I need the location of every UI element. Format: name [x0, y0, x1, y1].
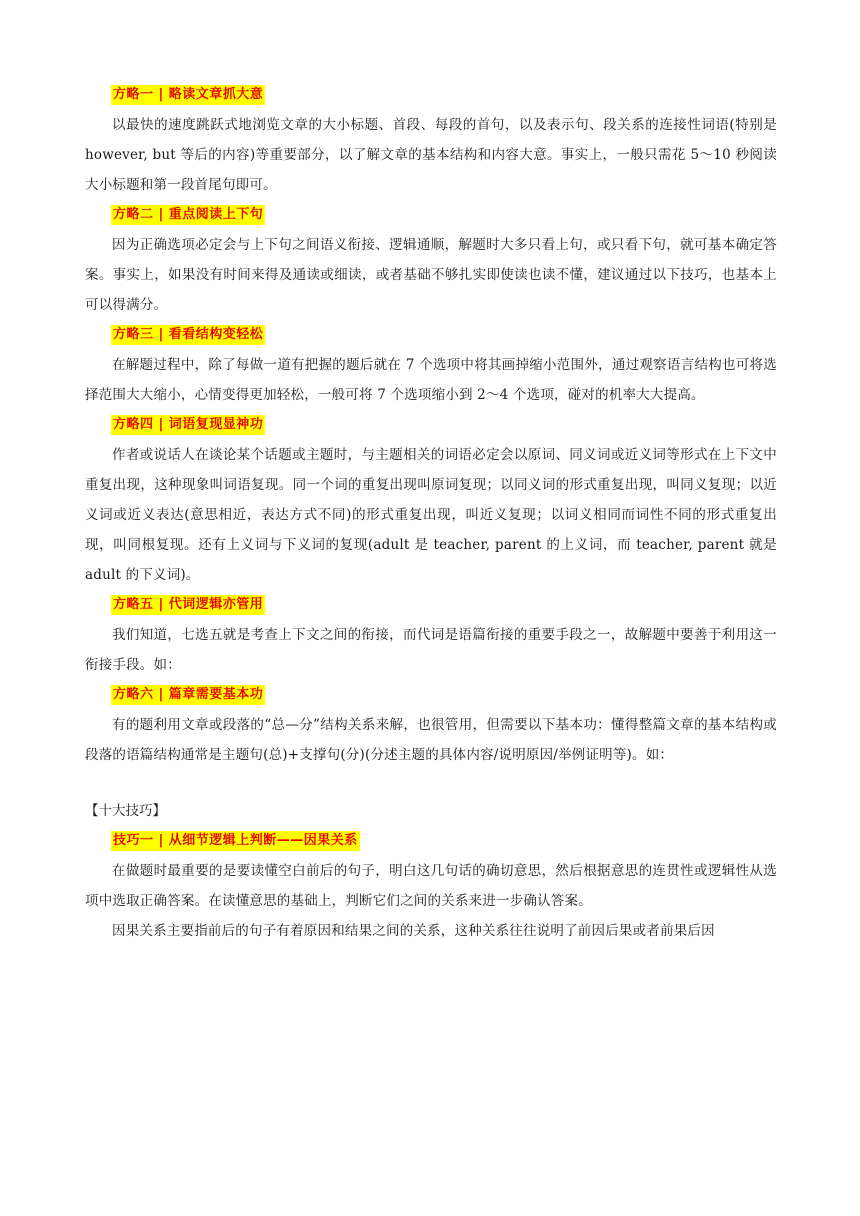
strategy-5-heading-text: 方略五 | 代词逻辑亦管用	[111, 595, 265, 615]
strategy-2-heading-text: 方略二 | 重点阅读上下句	[111, 205, 265, 225]
tip-1-heading	[85, 826, 777, 856]
strategy-5-heading	[85, 590, 777, 620]
strategy-3-heading-text: 方略三 | 看看结构变轻松	[111, 325, 265, 345]
strategy-2-paragraph: 因为正确选项必定会与上下句之间语义衔接、逻辑通顺，解题时大多只看上句，或只看下句，就可基本确定答案。事实上，如果没有时间来得及通读或细读，或者基础不够扎实即使读也读不懂，建议通过以下技巧，也基本上可以得满分。	[85, 237, 777, 313]
section-title: 【十大技巧】	[85, 803, 166, 819]
strategy-6-heading-text: 方略六 | 篇章需要基本功	[111, 685, 265, 705]
strategy-3-paragraph: 在解题过程中，除了每做一道有把握的题后就在 7 个选项中将其画掉缩小范围外，通过观察语言结构也可将选择范围大大缩小，心情变得更加轻松，一般可将 7 个选项缩小到 2～4 个选项，碰对的机率大大提高。	[85, 357, 777, 403]
tip-1-paragraph-2: 因果关系主要指前后的句子有着原因和结果之间的关系，这种关系往往说明了前因后果或者前果后因	[112, 923, 715, 939]
strategy-1-heading	[85, 80, 777, 110]
strategy-1-paragraph: 以最快的速度跳跃式地浏览文章的大小标题、首段、每段的首句，以及表示句、段关系的连接性词语(特别是 however, but 等后的内容)等重要部分，以了解文章的基本结构和内容大意。事实上，一般只需花 5～10 秒阅读大小标题和第一段首尾句即可。	[85, 117, 777, 193]
strategy-6-paragraph: 有的题利用文章或段落的“总—分”结构关系来解，也很管用，但需要以下基本功：懂得整篇文章的基本结构或段落的语篇结构通常是主题句(总)+支撑句(分)(分述主题的具体内容/说明原因/举例证明等)。如：	[85, 717, 777, 763]
strategy-4-paragraph: 作者或说话人在谈论某个话题或主题时，与主题相关的词语必定会以原词、同义词或近义词等形式在上下文中重复出现，这种现象叫词语复现。同一个词的重复出现叫原词复现；以同义词的形式重复出现，叫同义复现；以近义词或近义表达(意思相近，表达方式不同)的形式重复出现，叫近义复现；以词义相同而词性不同的形式重复出现，叫同根复现。还有上义词与下义词的复现(adult 是 teacher, parent 的上义词，而 teacher, parent 就是 adult 的下义词)。	[85, 447, 777, 583]
section-gap	[85, 770, 777, 796]
document-page	[85, 80, 777, 946]
strategy-5-paragraph: 我们知道，七选五就是考查上下文之间的衔接，而代词是语篇衔接的重要手段之一，故解题中要善于利用这一衔接手段。如：	[85, 627, 777, 673]
strategy-4-heading-text: 方略四 | 词语复现显神功	[111, 415, 265, 435]
strategy-1-heading-text: 方略一 | 略读文章抓大意	[111, 85, 265, 105]
strategy-4-heading	[85, 410, 777, 440]
strategy-2-heading	[85, 200, 777, 230]
strategy-3-heading	[85, 320, 777, 350]
tip-1-paragraph-1: 在做题时最重要的是要读懂空白前后的句子，明白这几句话的确切意思，然后根据意思的连贯性或逻辑性从选项中选取正确答案。在读懂意思的基础上，判断它们之间的关系来进一步确认答案。	[85, 863, 777, 909]
strategy-6-heading	[85, 680, 777, 710]
tip-1-heading-text: 技巧一 | 从细节逻辑上判断——因果关系	[111, 831, 360, 851]
